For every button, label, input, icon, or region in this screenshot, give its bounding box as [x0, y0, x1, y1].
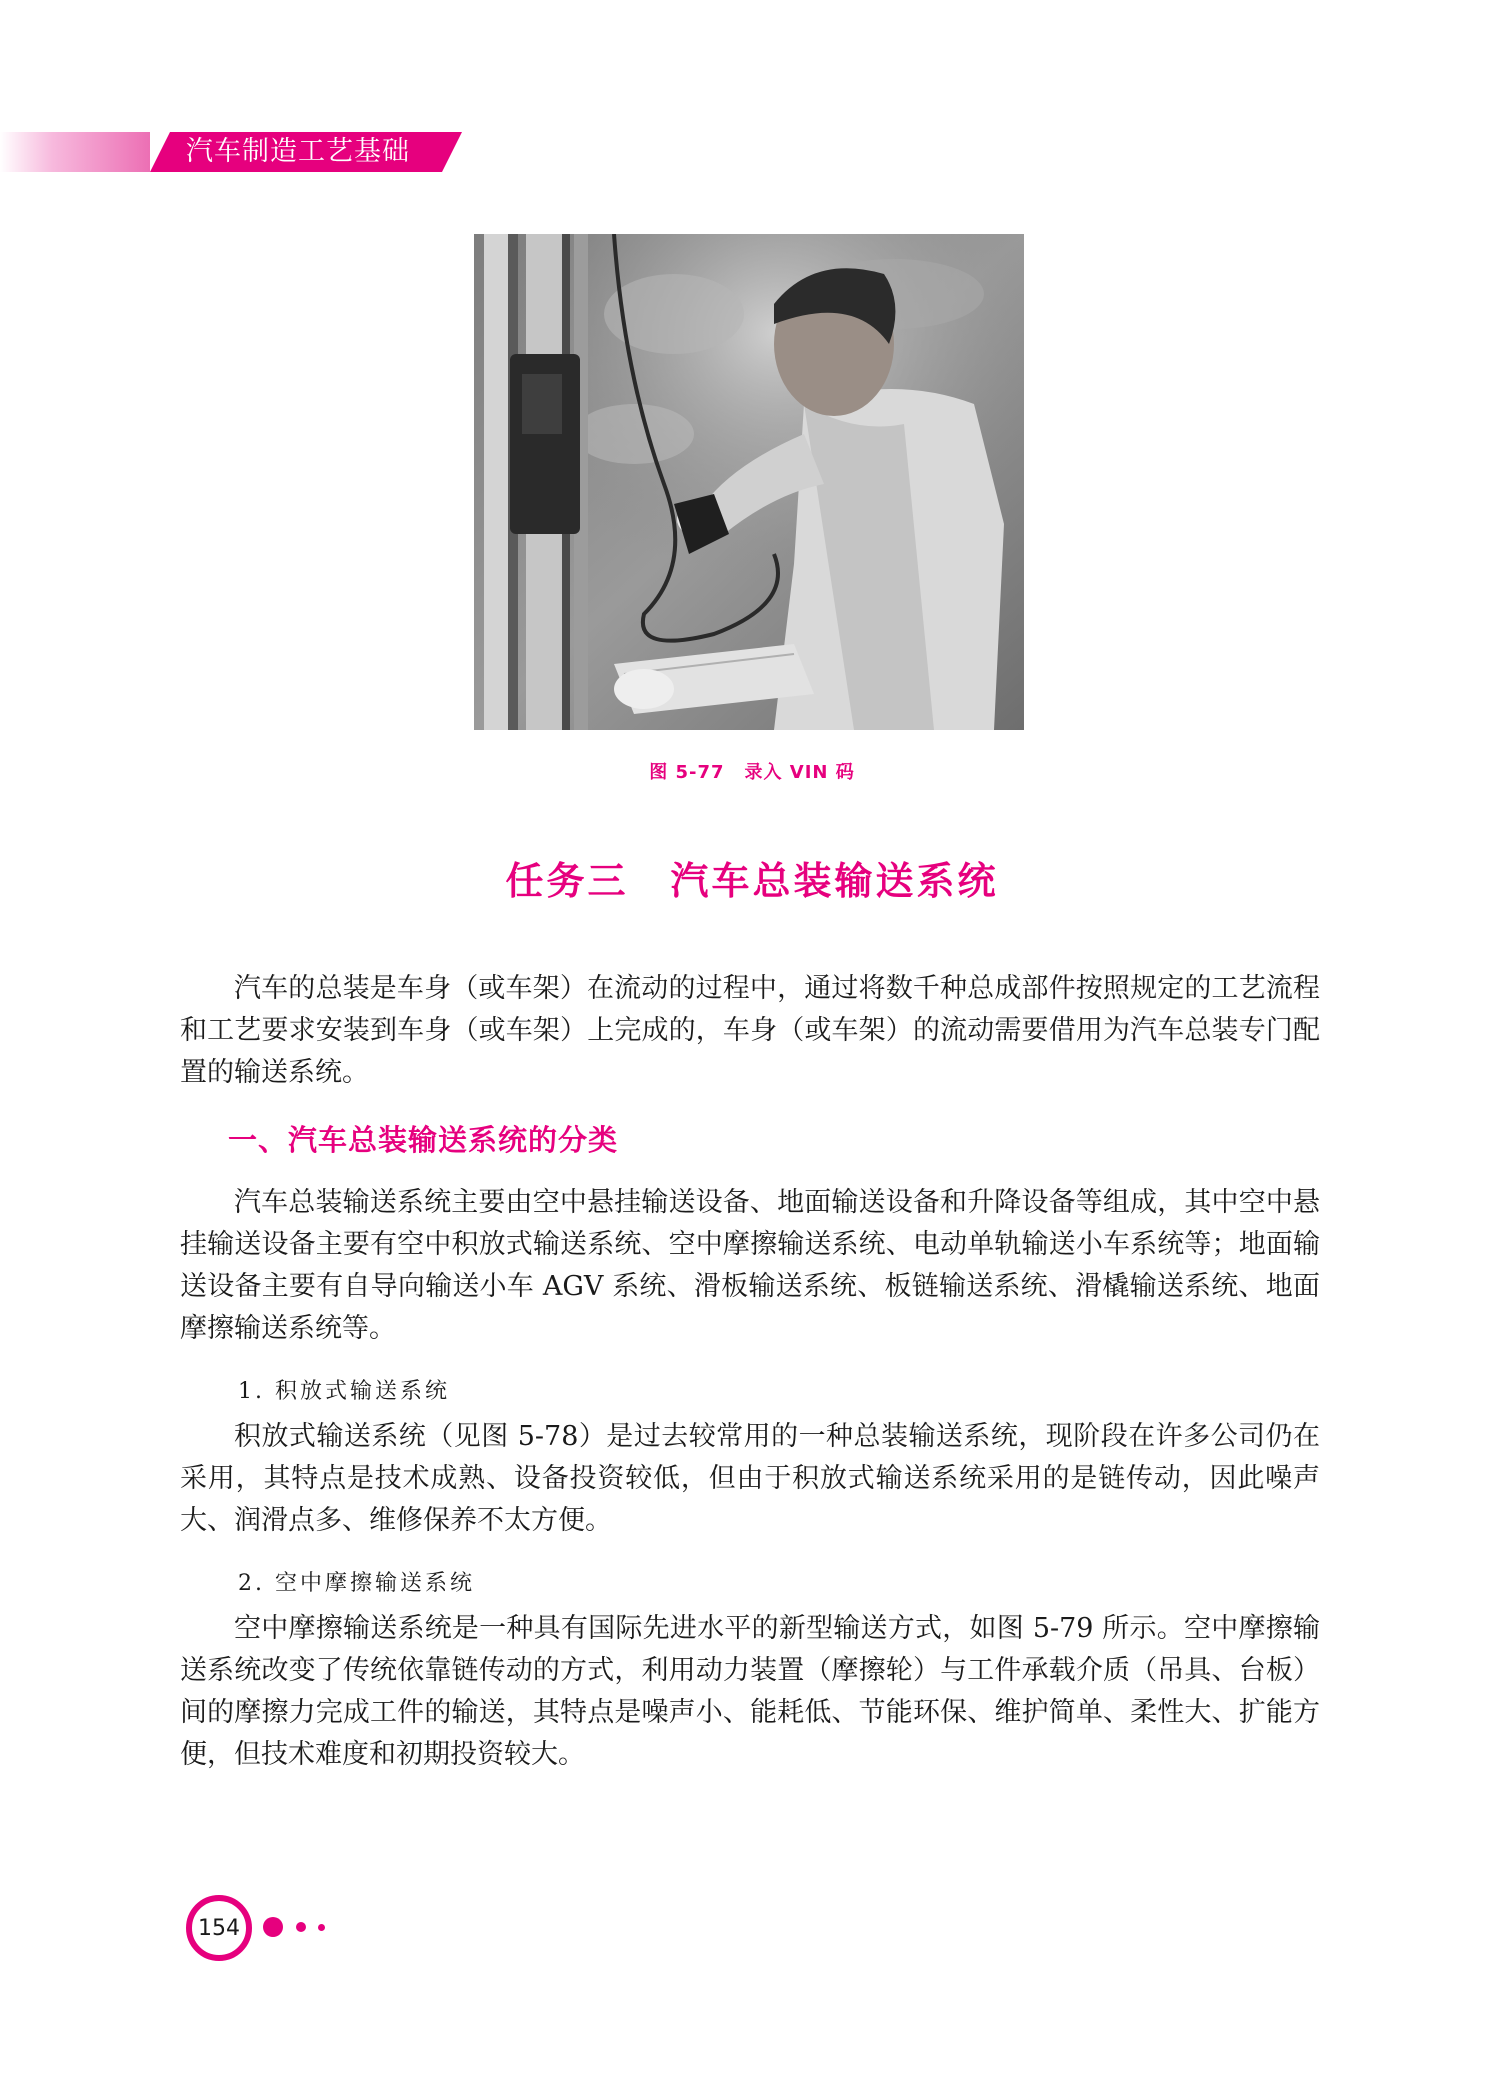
section-paragraph: 汽车总装输送系统主要由空中悬挂输送设备、地面输送设备和升降设备等组成，其中空中悬挂输送设备主要有空中积放式输送系统、空中摩擦输送系统、电动单轨输送小车系统等；地面输送设备主要有自导向输送小车 AGV 系统、滑板输送系统、板链输送系统、滑橇输送系统、地面摩擦输送系统等。 — [180, 1187, 1320, 1344]
subsection-heading-2: 2. 空中摩擦输送系统 — [238, 1571, 475, 1596]
task-title — [0, 850, 1504, 905]
section-heading: 一、汽车总装输送系统的分类 — [228, 1123, 619, 1157]
subsection-paragraph-2: 空中摩擦输送系统是一种具有国际先进水平的新型输送方式，如图 5-79 所示。空中摩擦输送系统改变了传统依靠链传动的方式，利用动力装置（摩擦轮）与工件承载介质（吊具、台板）间的摩擦力完成工件的输送，其特点是噪声小、能耗低、节能环保、维护简单、柔性大、扩能方便，但技术难度和初期投资较大。 — [180, 1613, 1320, 1770]
figure-number: 图 5-77 — [649, 762, 725, 783]
worker-scanning-vin-photo — [474, 234, 1024, 730]
figure-caption-text: 录入 VIN 码 — [744, 762, 855, 783]
subsection-paragraph-1: 积放式输送系统（见图 5-78）是过去较常用的一种总装输送系统，现阶段在许多公司仍在采用，其特点是技术成熟、设备投资较低，但由于积放式输送系统采用的是链传动，因此噪声大、润滑点多、维修保养不太方便。 — [180, 1421, 1320, 1536]
figure-photo — [474, 234, 1024, 730]
page-number-badge — [186, 1895, 252, 1961]
footer-dot-small — [318, 1924, 325, 1931]
subsection-heading-1: 1. 积放式输送系统 — [238, 1379, 450, 1404]
header-gradient-band — [0, 132, 150, 172]
task-name: 汽车总装输送系统 — [670, 859, 999, 903]
intro-paragraph: 汽车的总装是车身（或车架）在流动的过程中，通过将数千种总成部件按照规定的工艺流程和工艺要求安装到车身（或车架）上完成的，车身（或车架）的流动需要借用为汽车总装专门配置的输送系统。 — [180, 973, 1320, 1088]
figure-caption — [0, 758, 1504, 784]
book-title: 汽车制造工艺基础 — [186, 136, 410, 167]
footer-dot-medium — [296, 1922, 306, 1932]
task-label: 任务三 — [505, 859, 629, 903]
footer-dot-large — [263, 1917, 283, 1937]
page-number: 154 — [198, 1915, 240, 1941]
